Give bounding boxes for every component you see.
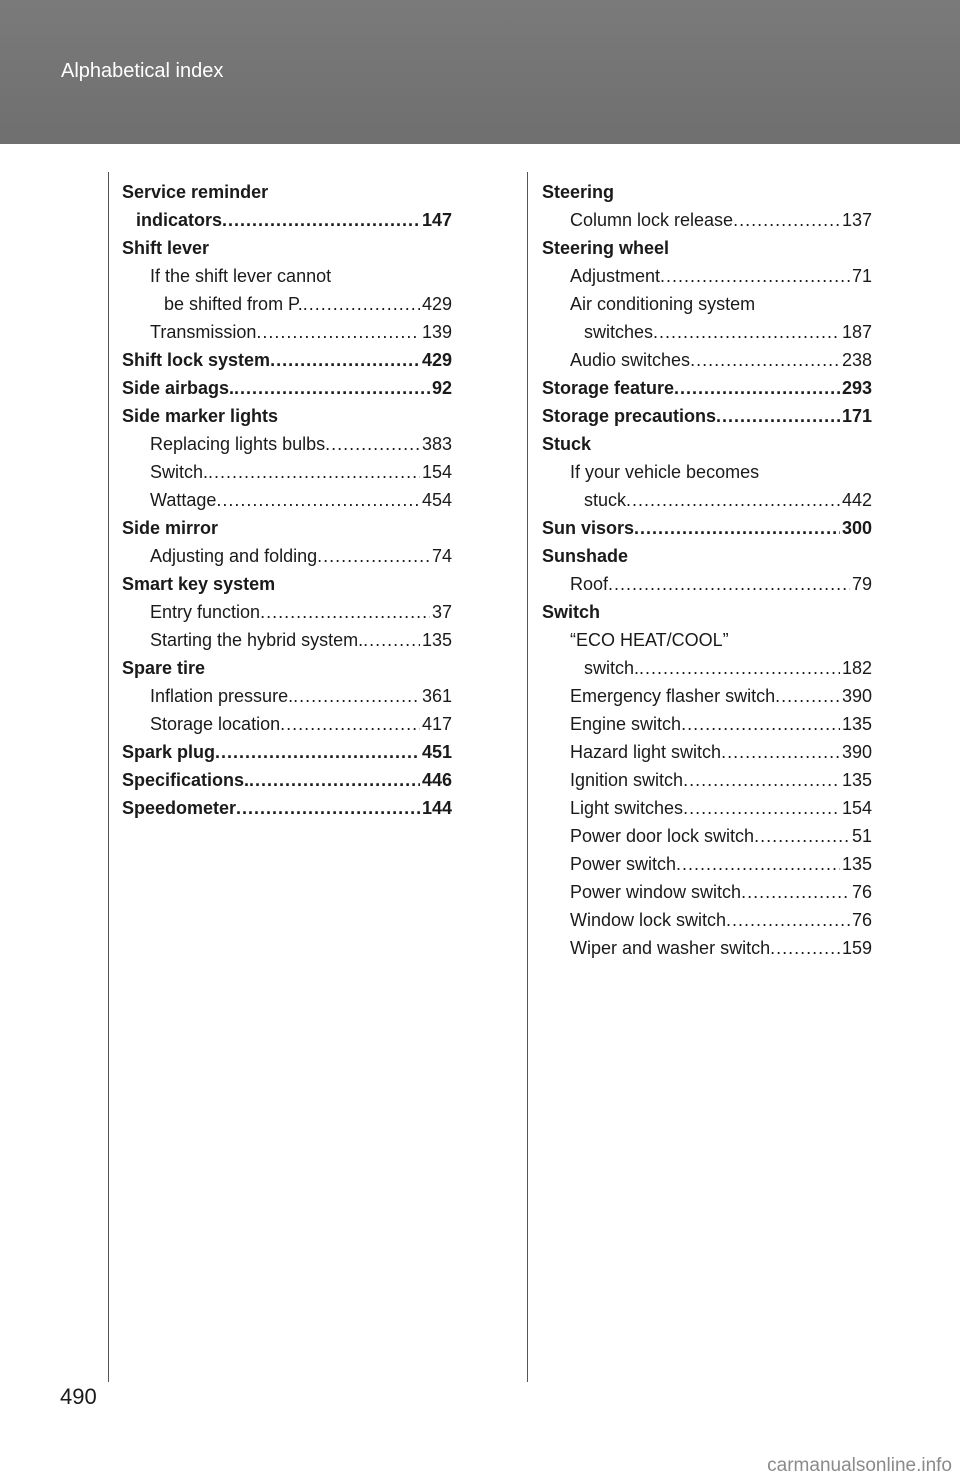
index-entry: Storage feature ..... 293: [542, 374, 872, 402]
index-entry: Specifications. ..... 446: [122, 766, 452, 794]
index-subentry: If the shift lever cannot: [150, 266, 332, 286]
index-subentry: Transmission ..... 139: [122, 318, 452, 346]
index-subentry: stuck ..... 442: [542, 486, 872, 514]
index-subentry: Switch. ..... 154: [122, 458, 452, 486]
index-heading: Steering: [542, 182, 615, 202]
index-entry: Side airbags. ..... 92: [122, 374, 452, 402]
index-heading: Sunshade: [542, 546, 629, 566]
index-entry: Shift lock system ..... 429: [122, 346, 452, 374]
index-subentry: Entry function ..... 37: [122, 598, 452, 626]
index-subentry: “ECO HEAT/COOL”: [570, 630, 729, 650]
index-subentry: If your vehicle becomes: [570, 462, 760, 482]
index-heading: Stuck: [542, 434, 592, 454]
right-column-rule: [527, 172, 528, 1382]
index-subentry: Storage location ..... 417: [122, 710, 452, 738]
index-subentry: switch. ..... 182: [542, 654, 872, 682]
header-title: Alphabetical index: [61, 60, 224, 82]
watermark: carmanualsonline.info: [767, 1455, 952, 1476]
index-subentry: Wattage ..... 454: [122, 486, 452, 514]
left-column-rule: [108, 172, 109, 1382]
index-column-left: [122, 178, 452, 822]
index-subentry: Roof ..... 79: [542, 570, 872, 598]
index-subentry: Engine switch ..... 135: [542, 710, 872, 738]
index-subentry: Window lock switch ..... 76: [542, 906, 872, 934]
index-subentry: Power window switch ..... 76: [542, 878, 872, 906]
index-subentry: Adjusting and folding ..... 74: [122, 542, 452, 570]
index-subentry: Light switches ..... 154: [542, 794, 872, 822]
index-heading: Shift lever: [122, 238, 210, 258]
index-subentry: switches ..... 187: [542, 318, 872, 346]
index-heading: Side marker lights: [122, 406, 279, 426]
index-entry: indicators ..... 147: [122, 206, 452, 234]
index-heading: Steering wheel: [542, 238, 670, 258]
index-subentry: Power switch ..... 135: [542, 850, 872, 878]
index-subentry: Power door lock switch ..... 51: [542, 822, 872, 850]
index-subentry: Inflation pressure. ..... 361: [122, 682, 452, 710]
index-entry: Spark plug ..... 451: [122, 738, 452, 766]
index-subentry: be shifted from P. ..... 429: [122, 290, 452, 318]
index-subentry: Emergency flasher switch ..... 390: [542, 682, 872, 710]
index-subentry: Ignition switch ..... 135: [542, 766, 872, 794]
index-entry: Speedometer ..... 144: [122, 794, 452, 822]
index-subentry: Adjustment ..... 71: [542, 262, 872, 290]
index-subentry: Wiper and washer switch ..... 159: [542, 934, 872, 962]
index-heading: Side mirror: [122, 518, 219, 538]
index-column-right: [542, 178, 872, 962]
index-subentry: Audio switches ..... 238: [542, 346, 872, 374]
index-subentry: Replacing lights bulbs ..... 383: [122, 430, 452, 458]
index-heading: Switch: [542, 602, 601, 622]
index-heading: Service reminder: [122, 182, 269, 202]
index-entry: Sun visors ..... 300: [542, 514, 872, 542]
page-header: [0, 0, 960, 144]
index-subentry: Air conditioning system: [570, 294, 756, 314]
page-number: 490: [60, 1384, 97, 1409]
index-heading: Smart key system: [122, 574, 276, 594]
index-heading: Spare tire: [122, 658, 206, 678]
index-subentry: Hazard light switch ..... 390: [542, 738, 872, 766]
index-subentry: Column lock release ..... 137: [542, 206, 872, 234]
index-subentry: Starting the hybrid system. ..... 135: [122, 626, 452, 654]
index-entry: Storage precautions ..... 171: [542, 402, 872, 430]
